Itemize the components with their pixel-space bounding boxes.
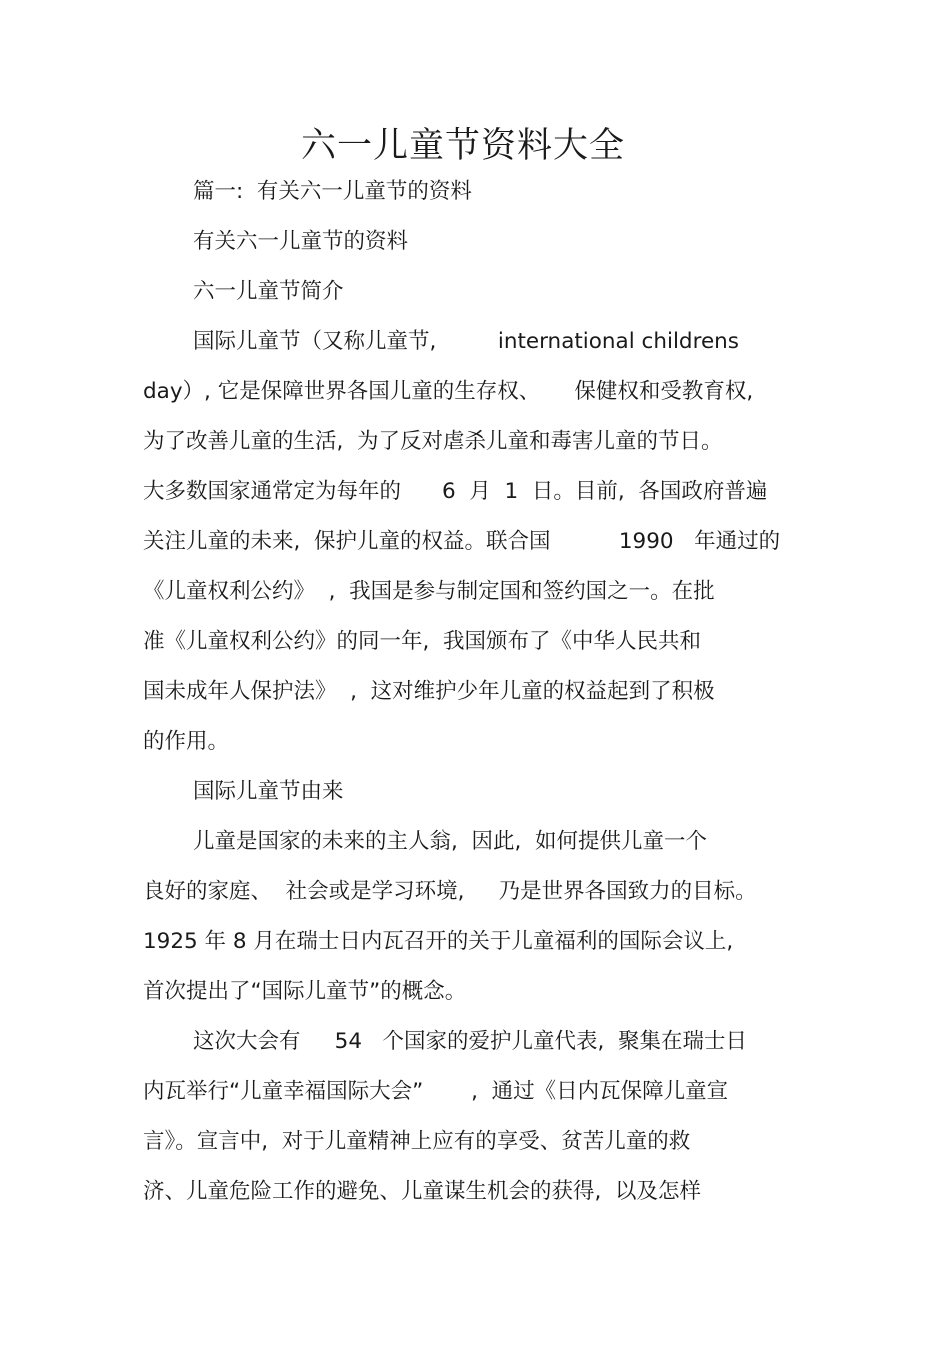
- paragraph-line: 济、儿童危险工作的避免、儿童谋生机会的获得, 以及怎样: [143, 1179, 702, 1204]
- paragraph-line: day）, 它是保障世界各国儿童的生存权、 保健权和受教育权,: [143, 379, 754, 404]
- section-heading: 篇一: 有关六一儿童节的资料: [193, 179, 472, 204]
- subheading: 国际儿童节由来: [193, 779, 344, 804]
- paragraph-line: 这次大会有 54 个国家的爱护儿童代表, 聚集在瑞士日: [193, 1029, 748, 1054]
- paragraph-line: 准《儿童权利公约》的同一年, 我国颁布了《中华人民共和: [143, 629, 702, 654]
- paragraph-line: 的作用。: [143, 729, 230, 754]
- paragraph-line: 国未成年人保护法》 , 这对维护少年儿童的权益起到了积极: [143, 679, 715, 704]
- subheading: 有关六一儿童节的资料: [193, 229, 409, 254]
- paragraph-line: 国际儿童节（又称儿童节, international childrens: [193, 329, 739, 354]
- paragraph-line: 大多数国家通常定为每年的 6 月 1 日。目前, 各国政府普遍: [143, 479, 768, 504]
- subheading: 六一儿童节简介: [193, 279, 344, 304]
- paragraph-line: 首次提出了“国际儿童节”的概念。: [143, 979, 467, 1004]
- paragraph-line: 为了改善儿童的生活, 为了反对虐杀儿童和毒害儿童的节日。: [143, 429, 723, 454]
- paragraph-line: 1925 年 8 月在瑞士日内瓦召开的关于儿童福利的国际会议上,: [143, 929, 734, 954]
- paragraph-line: 关注儿童的未来, 保护儿童的权益。联合国 1990 年通过的: [143, 529, 781, 554]
- paragraph-line: 内瓦举行“儿童幸福国际大会” , 通过《日内瓦保障儿童宣: [143, 1079, 729, 1104]
- document-title: 六一儿童节资料大全: [300, 126, 625, 166]
- paragraph-line: 言》。宣言中, 对于儿童精神上应有的享受、贫苦儿童的救: [143, 1129, 691, 1154]
- paragraph-line: 儿童是国家的未来的主人翁, 因此, 如何提供儿童一个: [193, 829, 708, 854]
- paragraph-line: 《儿童权利公约》 , 我国是参与制定国和签约国之一。在批: [143, 579, 715, 604]
- paragraph-line: 良好的家庭、 社会或是学习环境, 乃是世界各国致力的目标。: [143, 879, 757, 904]
